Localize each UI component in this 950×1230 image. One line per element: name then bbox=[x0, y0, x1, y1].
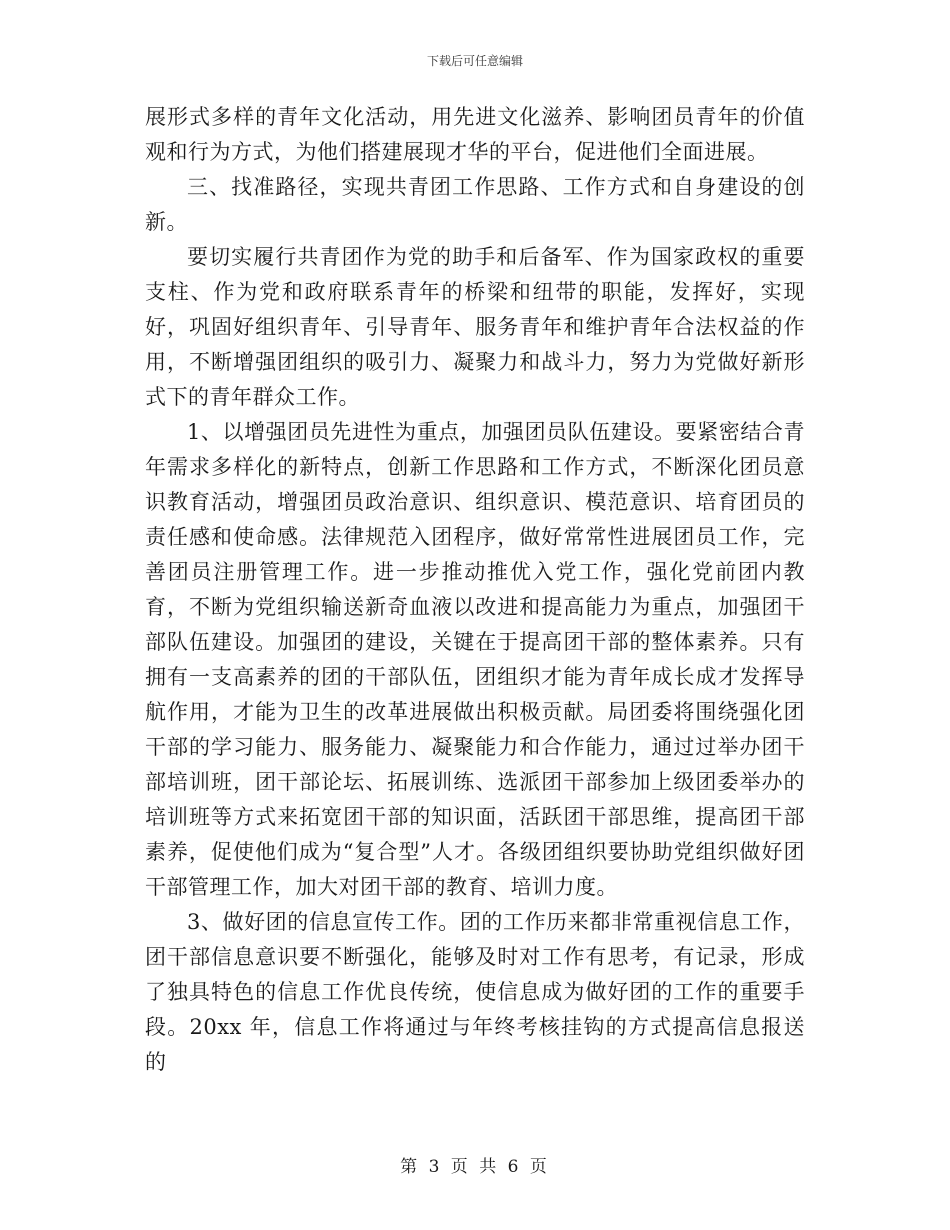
paragraph-item-three: 3、做好团的信息宣传工作。团的工作历来都非常重视信息工作，团干部信息意识要不断强化，能够及时对工作有思考，有记录，形成了独具特色的信息工作优良传统，使信息成为做好团的工作的重要手段。20xx 年，信息工作将通过与年终考核挂钩的方式提高信息报送的 bbox=[145, 910, 805, 1074]
section-heading-three: 三、找准路径，实现共青团工作思路、工作方式和自身建设的创新。 bbox=[145, 175, 805, 234]
page-number: 第 3 页 共 6 页 bbox=[400, 1157, 550, 1177]
paragraph-item-one: 1、以增强团员先进性为重点，加强团员队伍建设。要紧密结合青年需求多样化的新特点，创新工作思路和工作方式，不断深化团员意识教育活动，增强团员政治意识、组织意识、模范意识、培育团员的责任感和使命感。法律规范入团程序，做好常常性进展团员工作，完善团员注册管理工作。进一步推动推优入党工作，强化党前团内教育，不断为党组织输送新奇血液以改进和提高能力为重点，加强团干部队伍建设。加强团的建设，关键在于提高团干部的整体素养。只有拥有一支高素养的团的干部队伍，团组织才能为青年成长成才发挥导航作用，才能为卫生的改革进展做出积极贡献。局团委将围绕强化团干部的学习能力、服务能力、凝聚能力和合作能力，通过过举办团干部培训班，团干部论坛、拓展训练、选派团干部参加上级团委举办的培训班等方式来拓宽团干部的知识面，活跃团干部思维，提高团干部素养，促使他们成为“复合型”人才。各级团组织要协助党组织做好团干部管理工作，加大对团干部的教育、培训力度。 bbox=[145, 420, 805, 899]
page-header-note: 下载后可任意编辑 bbox=[426, 54, 523, 68]
document-body bbox=[145, 100, 805, 1080]
paragraph-league-role: 要切实履行共青团作为党的助手和后备军、作为国家政权的重要支柱、作为党和政府联系青年的桥梁和纽带的职能，发挥好，实现好，巩固好组织青年、引导青年、服务青年和维护青年合法权益的作用，不断增强团组织的吸引力、凝聚力和战斗力，努力为党做好新形式下的青年群众工作。 bbox=[145, 245, 805, 409]
paragraph-continuation: 展形式多样的青年文化活动，用先进文化滋养、影响团员青年的价值观和行为方式，为他们搭建展现才华的平台，促进他们全面进展。 bbox=[145, 105, 805, 164]
